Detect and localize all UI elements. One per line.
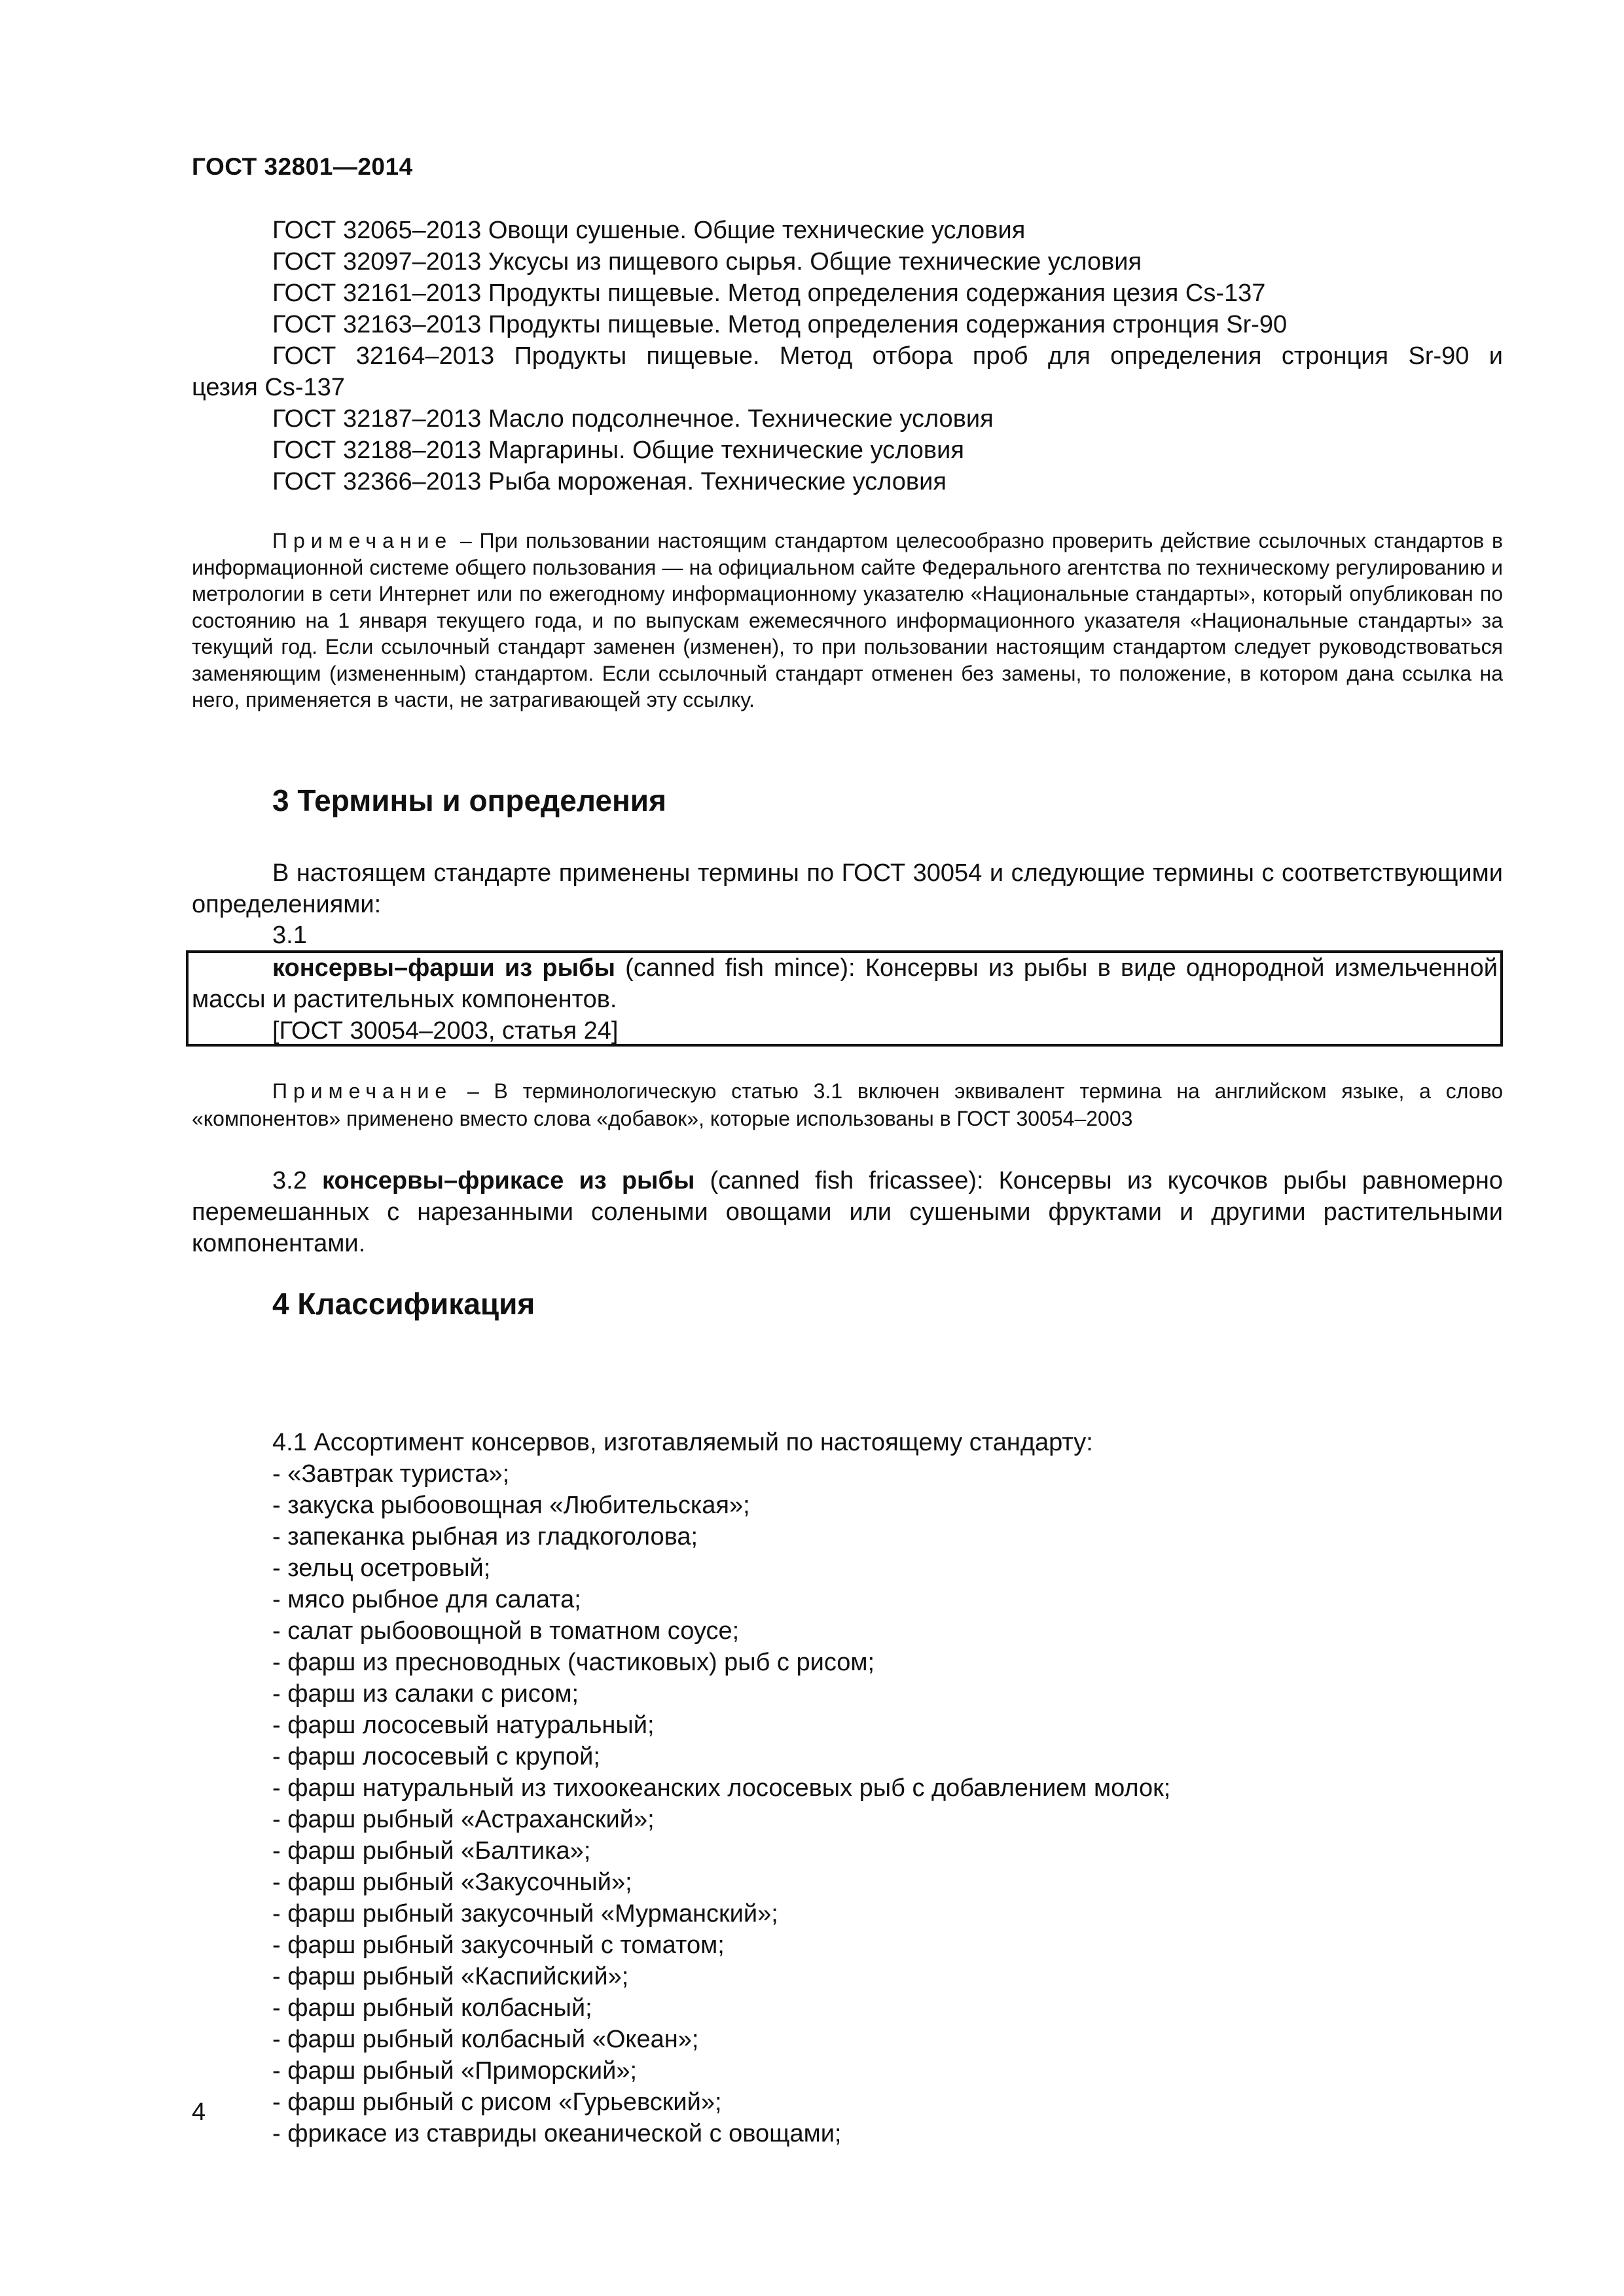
section-3-intro: В настоящем стандарте применены термины по ГОСТ 30054 и следующие термины с соответствующими определениями:: [192, 859, 1503, 918]
list-item: - закуска рыбоовощная «Любительская»;: [272, 1492, 750, 1519]
list-item: - фарш рыбный колбасный «Океан»;: [272, 2026, 699, 2053]
list-item: - фарш рыбный с рисом «Гурьевский»;: [272, 2089, 722, 2116]
note-label: Примечание: [272, 1079, 453, 1103]
list-item: - фарш рыбный колбасный;: [272, 1994, 592, 2022]
list-item: - фарш лососевый с крупой;: [272, 1743, 600, 1770]
page-number: 4: [192, 2098, 206, 2126]
note-label: Примечание: [272, 529, 453, 552]
list-item: - фарш рыбный «Приморский»;: [272, 2057, 638, 2085]
term-3-2-number: 3.2: [272, 1167, 322, 1194]
list-item: - фарш рыбный закусочный «Мурманский»;: [272, 1900, 778, 1928]
list-item: - фрикасе из ставриды океанической с овощами;: [272, 2120, 842, 2147]
list-item: - фарш рыбный «Астраханский»;: [272, 1806, 655, 1833]
list-item: - запеканка рыбная из гладкоголова;: [272, 1523, 698, 1551]
list-item: - мясо рыбное для салата;: [272, 1586, 581, 1613]
assortment-list: [272, 1427, 1170, 2149]
reference-line: ГОСТ 32164–2013 Продукты пищевые. Метод отбора проб для определения стронция Sr-90 и: [272, 342, 1503, 370]
document-header: ГОСТ 32801—2014: [192, 153, 413, 180]
section-4-heading: 4 Классификация: [272, 1287, 535, 1321]
list-item: - «Завтрак туриста»;: [272, 1460, 510, 1488]
note-text: – При пользовании настоящим стандартом целесообразно проверить действие ссылочных стандартов в информационной системе общего пользования — на официальном сайте Федерального агентства по техническому регулированию и метрологии в сети Интернет или по ежегодному информационному указателю «Национальные стандарты», который опубликован по состоянию на 1 января текущего года, и по выпускам ежемесячного информационного указателя «Национальные стандарты» за текущий год. Если ссылочный стандарт заменен (изменен), то при пользовании настоящим стандартом следует руководствоваться заменяющим (измененным) стандартом. Если ссылочный стандарт отменен без замены, то положение, в котором дана ссылка на него, применяется в части, не затрагивающей эту ссылку.: [192, 529, 1503, 711]
list-item: - фарш рыбный «Каспийский»;: [272, 1963, 629, 1990]
note-text: – В терминологическую статью 3.1 включен эквивалент термина на английском языке, а слово «компонентов» применено вместо слова «добавок», которые использованы в ГОСТ 30054–2003: [192, 1079, 1503, 1130]
section-3-heading: 3 Термины и определения: [272, 783, 666, 817]
list-item: - фарш лососевый натуральный;: [272, 1712, 655, 1739]
term-3-1-term: консервы–фарши из рыбы: [272, 954, 615, 982]
reference-line: ГОСТ 32097–2013 Уксусы из пищевого сырья. Общие технические условия: [272, 248, 1142, 276]
term-3-1-text: (canned fish mince): Консервы из рыбы в виде однородной измельченной массы и растительных компонентов.: [192, 954, 1498, 1013]
reference-line-continued: цезия Cs-137: [192, 374, 345, 401]
list-item: - фарш из пресноводных (частиковых) рыб с рисом;: [272, 1649, 875, 1676]
list-item: 4.1 Ассортимент консервов, изготавляемый по настоящему стандарту:: [272, 1429, 1093, 1456]
term-3-2-definition: [192, 1165, 1503, 1259]
list-item: - фарш рыбный «Закусочный»;: [272, 1869, 632, 1896]
term-3-1-number: 3.1: [272, 922, 307, 949]
list-item: - фарш рыбный закусочный с томатом;: [272, 1931, 725, 1959]
list-item: - фарш натуральный из тихоокеанских лососевых рыб с добавлением молок;: [272, 1774, 1171, 1802]
list-item: - фарш рыбный «Балтика»;: [272, 1837, 591, 1865]
list-item: - фарш из салаки с рисом;: [272, 1680, 579, 1708]
reference-line: ГОСТ 32187–2013 Масло подсолнечное. Технические условия: [272, 405, 994, 433]
reference-line: ГОСТ 32163–2013 Продукты пищевые. Метод определения содержания стронция Sr-90: [272, 311, 1288, 338]
term-3-2-text: (canned fish fricassee): Консервы из кусочков рыбы равномерно перемешанных с нарезанными солеными овощами или сушеными фруктами и другими растительными компонентами.: [192, 1167, 1503, 1257]
reference-line: ГОСТ 32065–2013 Овощи сушеные. Общие технические условия: [272, 217, 1026, 244]
reference-line: ГОСТ 32161–2013 Продукты пищевые. Метод определения содержания цезия Cs-137: [272, 279, 1266, 307]
term-3-1-source: [ГОСТ 30054–2003, статья 24]: [272, 1017, 619, 1045]
reference-line: ГОСТ 32188–2013 Маргарины. Общие технические условия: [272, 437, 964, 464]
list-item: - зельц осетровый;: [272, 1554, 491, 1582]
note-term-3-1: [192, 1077, 1503, 1132]
term-3-2-term: консервы–фрикасе из рыбы: [321, 1167, 695, 1194]
note-references: [192, 528, 1503, 713]
list-item: - салат рыбоовощной в томатном соусе;: [272, 1617, 740, 1645]
term-3-1-definition: [192, 952, 1498, 1015]
reference-line: ГОСТ 32366–2013 Рыба мороженая. Технические условия: [272, 468, 947, 495]
